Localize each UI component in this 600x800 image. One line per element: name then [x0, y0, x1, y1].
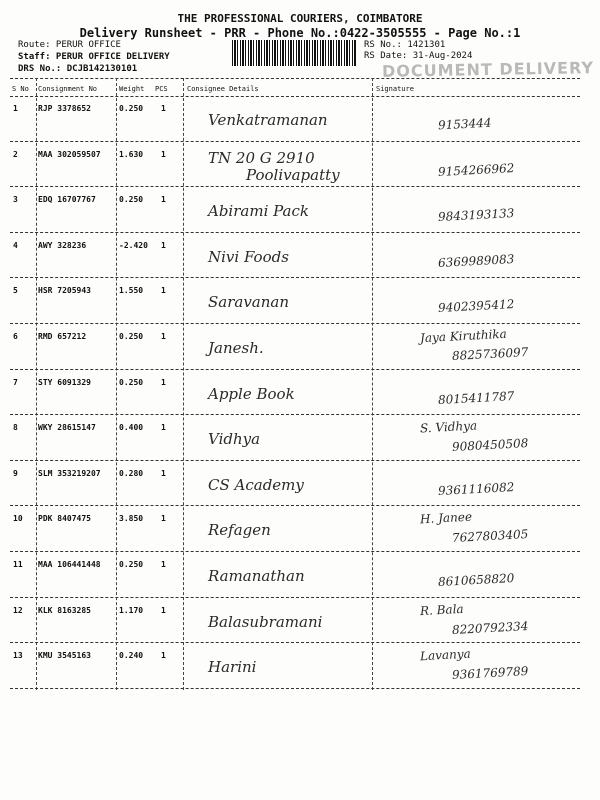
- cell-consignment: WKY 28615147: [38, 423, 96, 433]
- table-top-rule: [10, 78, 580, 79]
- cell-pcs: 1: [161, 195, 166, 205]
- consignee-handwriting: Refagen: [208, 521, 271, 540]
- consignee-handwriting: Ramanathan: [208, 567, 305, 585]
- consignee-handwriting: Balasubramani: [208, 612, 323, 631]
- signature-handwriting: Lavanya: [419, 646, 472, 664]
- cell-weight: 0.250: [119, 195, 144, 205]
- signature-handwriting: H. Janee: [419, 510, 473, 527]
- company-title: THE PROFESSIONAL COURIERS, COIMBATORE: [177, 12, 423, 25]
- consignee-handwriting: Abirami Pack: [208, 202, 309, 221]
- cell-weight: 1.550: [119, 286, 144, 296]
- col-header-weight: Weight: [119, 85, 145, 93]
- cell-sno: 13: [13, 651, 23, 661]
- drs-number: DRS No.: DCJB142130101: [18, 64, 138, 74]
- cell-pcs: 1: [161, 332, 166, 341]
- cell-consignment: SLM 353219207: [38, 468, 101, 478]
- signature-handwriting: 9843193133: [437, 206, 515, 225]
- signature-handwriting: 8610658820: [437, 571, 515, 589]
- consignee-handwriting: Harini: [208, 658, 257, 677]
- consignee-handwriting: CS Academy: [208, 475, 304, 494]
- document-delivery-stamp: DOCUMENT DELIVERY: [381, 58, 595, 81]
- cell-consignment: KLK 8163285: [38, 605, 91, 615]
- col-header-pcs: PCS: [155, 85, 168, 93]
- rs-date: RS Date: 31-Aug-2024: [364, 51, 473, 61]
- consignee-handwriting: TN 20 G 2910: [208, 148, 315, 167]
- staff-label: Staff: PERUR OFFICE DELIVERY: [18, 52, 170, 62]
- signature-phone-handwriting: 9080450508: [451, 436, 529, 455]
- column-divider: [183, 78, 184, 690]
- cell-pcs: 1: [161, 377, 166, 387]
- signature-handwriting: 6369989083: [437, 251, 515, 270]
- cell-pcs: 1: [161, 240, 166, 250]
- consignee-handwriting: Janesh.: [208, 339, 264, 357]
- cell-sno: 11: [13, 560, 23, 569]
- cell-sno: 2: [13, 149, 18, 159]
- signature-handwriting: 9153444: [437, 115, 492, 133]
- cell-consignment: MAA 106441448: [38, 560, 101, 569]
- cell-sno: 4: [13, 240, 18, 250]
- cell-pcs: 1: [161, 286, 166, 296]
- cell-weight: 0.250: [119, 104, 144, 113]
- row-divider: [10, 505, 580, 506]
- cell-weight: 0.250: [119, 560, 144, 569]
- row-divider: [10, 551, 580, 552]
- cell-weight: 0.250: [119, 377, 144, 387]
- cell-weight: 1.170: [119, 605, 144, 615]
- cell-weight: 0.240: [119, 651, 144, 661]
- consignee-handwriting: Nivi Foods: [208, 247, 289, 266]
- col-header-consignment: Consignment No: [38, 85, 98, 93]
- cell-consignment: STY 6091329: [38, 377, 91, 387]
- signature-phone-handwriting: 8220792334: [451, 618, 529, 637]
- signature-phone-handwriting: 7627803405: [451, 527, 529, 546]
- route-label: Route: PERUR OFFICE: [18, 40, 121, 50]
- cell-sno: 5: [13, 286, 18, 296]
- cell-pcs: 1: [161, 104, 166, 113]
- consignee-handwriting: Apple Book: [208, 384, 295, 403]
- cell-consignment: RMD 657212: [38, 332, 87, 341]
- cell-consignment: EDQ 16707767: [38, 195, 96, 205]
- cell-pcs: 1: [161, 560, 166, 569]
- column-divider: [36, 78, 37, 690]
- cell-consignment: MAA 302059507: [38, 149, 101, 159]
- row-divider: [10, 688, 580, 689]
- cell-consignment: KMU 3545163: [38, 651, 91, 661]
- col-header-sno: S No: [12, 85, 29, 93]
- signature-handwriting: 9154266962: [437, 160, 515, 179]
- row-divider: [10, 642, 580, 643]
- signature-handwriting: 9361116082: [437, 479, 515, 498]
- cell-pcs: 1: [161, 605, 166, 615]
- cell-consignment: HSR 7205943: [38, 286, 91, 296]
- signature-handwriting: 9402395412: [437, 297, 515, 316]
- cell-weight: 1.630: [119, 149, 144, 159]
- signature-handwriting: S. Vidhya: [419, 418, 478, 436]
- cell-pcs: 1: [161, 514, 166, 524]
- cell-sno: 6: [13, 332, 18, 341]
- signature-phone-handwriting: 9361769789: [451, 664, 529, 683]
- row-divider: [10, 186, 580, 187]
- column-divider: [116, 78, 117, 690]
- consignee-handwriting: Venkatramanan: [208, 111, 328, 129]
- row-divider: [10, 597, 580, 598]
- column-divider: [372, 78, 373, 690]
- cell-sno: 3: [13, 195, 18, 205]
- cell-pcs: 1: [161, 468, 166, 478]
- cell-pcs: 1: [161, 149, 166, 159]
- signature-phone-handwriting: 8825736097: [451, 345, 529, 363]
- cell-weight: 0.280: [119, 468, 144, 478]
- col-header-details: Consignee Details: [187, 85, 259, 93]
- signature-handwriting: 8015411787: [437, 388, 515, 407]
- consignee-handwriting: Saravanan: [208, 293, 290, 312]
- cell-sno: 12: [13, 605, 23, 615]
- rs-number: RS No.: 1421301: [364, 40, 446, 50]
- barcode-image: [232, 40, 356, 66]
- row-divider: [10, 460, 580, 461]
- signature-handwriting: Jaya Kiruthika: [419, 326, 508, 346]
- consignee-handwriting: Vidhya: [208, 430, 261, 449]
- cell-consignment: PDK 8407475: [38, 514, 91, 524]
- cell-sno: 7: [13, 377, 18, 387]
- cell-sno: 9: [13, 468, 18, 478]
- cell-consignment: RJP 3378652: [38, 104, 91, 113]
- row-divider: [10, 277, 580, 278]
- row-divider: [10, 232, 580, 233]
- cell-weight: 3.850: [119, 514, 144, 524]
- consignee-handwriting-line2: Poolivapatty: [246, 165, 340, 184]
- cell-pcs: 1: [161, 651, 166, 661]
- cell-weight: 0.250: [119, 332, 144, 341]
- cell-pcs: 1: [161, 423, 166, 433]
- row-divider: [10, 369, 580, 370]
- cell-weight: -2.420: [119, 240, 148, 250]
- cell-sno: 1: [13, 104, 18, 113]
- header-bottom-rule: [10, 96, 580, 97]
- col-header-signature: Signature: [376, 85, 414, 93]
- row-divider: [10, 414, 580, 415]
- cell-consignment: AWY 328236: [38, 240, 87, 250]
- signature-handwriting: R. Bala: [419, 601, 464, 618]
- cell-weight: 0.400: [119, 423, 144, 433]
- runsheet-subtitle: Delivery Runsheet - PRR - Phone No.:0422-3505555 - Page No.:1: [79, 26, 521, 40]
- row-divider: [10, 323, 580, 324]
- cell-sno: 8: [13, 423, 18, 433]
- row-divider: [10, 141, 580, 142]
- cell-sno: 10: [13, 514, 23, 524]
